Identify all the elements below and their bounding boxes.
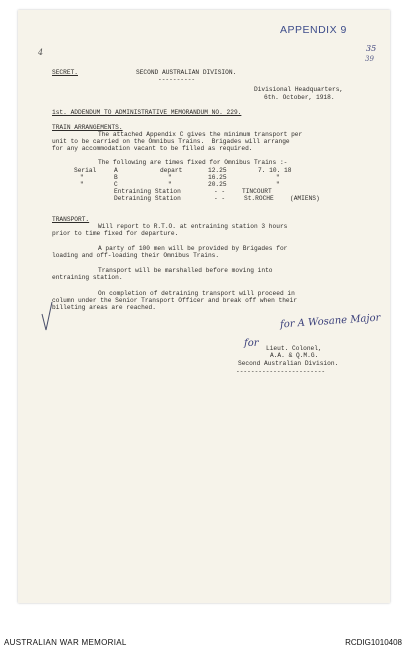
row-action: depart bbox=[160, 167, 183, 174]
schedule-row bbox=[18, 167, 390, 174]
classification: SECRET. bbox=[52, 69, 78, 76]
page-number-handwritten: 35 bbox=[366, 44, 377, 53]
entraining-row bbox=[18, 188, 390, 195]
row-date: " bbox=[276, 174, 280, 181]
times-intro: The following are times fixed for Omnibus Trains :- bbox=[98, 159, 288, 166]
detraining-note: (AMIENS) bbox=[290, 195, 320, 202]
detraining-row bbox=[18, 195, 390, 202]
unit-name: SECOND AUSTRALIAN DIVISION. bbox=[136, 69, 237, 76]
signatory-rank: Lieut. Colonel, bbox=[266, 345, 322, 352]
appendix-stamp: APPENDIX 9 bbox=[280, 24, 347, 36]
entraining-dash: - - bbox=[214, 188, 226, 195]
transport-p4-line3: billeting areas are reached. bbox=[52, 304, 156, 311]
row-serial: A bbox=[114, 167, 118, 174]
handwritten-initial: for bbox=[244, 338, 259, 349]
header-rule: ---------- bbox=[158, 76, 196, 83]
transport-p3-line1: Transport will be marshalled before moving into bbox=[98, 267, 273, 274]
transport-heading: TRANSPORT. bbox=[52, 216, 90, 223]
transport-p2-line2: loading and off-loading their Omnibus Trains. bbox=[52, 252, 220, 259]
footer-archive-name: AUSTRALIAN WAR MEMORIAL bbox=[4, 638, 127, 647]
left-margin-mark: 4 bbox=[38, 48, 44, 57]
page-number-sub: 39 bbox=[365, 55, 374, 63]
margin-check-mark bbox=[40, 300, 54, 334]
document-page bbox=[18, 10, 390, 603]
detraining-dash: - - bbox=[214, 195, 226, 202]
memo-title: 1st. ADDENDUM TO ADMINISTRATIVE MEMORANDUM NO. 229. bbox=[52, 109, 242, 116]
row-label: " bbox=[80, 181, 84, 188]
row-date: 7. 10. 18 bbox=[258, 167, 292, 174]
office: Divisional Headquarters, bbox=[254, 86, 344, 93]
handwritten-signature: for A Wosane Major bbox=[279, 312, 381, 331]
row-serial: C bbox=[114, 181, 118, 188]
signature-rule: ------------------------ bbox=[236, 368, 326, 375]
row-action: " bbox=[168, 181, 172, 188]
row-time: 16.25 bbox=[208, 174, 227, 181]
transport-p2-line1: A party of 100 men will be provided by Brigades for bbox=[98, 245, 288, 252]
transport-p1-line2: prior to time fixed for departure. bbox=[52, 230, 179, 237]
entraining-label: Entraining Station bbox=[114, 188, 181, 195]
signatory-appointment: A.A. & Q.M.G. bbox=[270, 352, 319, 359]
transport-p1-line1: Will report to R.T.O. at entraining station 3 hours bbox=[98, 223, 288, 230]
row-time: 20.25 bbox=[208, 181, 227, 188]
row-date: " bbox=[276, 181, 280, 188]
schedule-row bbox=[18, 181, 390, 188]
footer-reference-code: RCDIG1010408 bbox=[345, 638, 402, 647]
train-line-2: unit to be carried on the Omnibus Trains. Brigades will arrange bbox=[52, 138, 290, 145]
row-label: Serial bbox=[74, 167, 97, 174]
row-serial: B bbox=[114, 174, 118, 181]
train-arrangements-heading: TRAIN ARRANGEMENTS. bbox=[52, 124, 123, 131]
row-label: " bbox=[80, 174, 84, 181]
row-time: 12.25 bbox=[208, 167, 227, 174]
transport-p3-line2: entraining station. bbox=[52, 274, 123, 281]
entraining-value: TINCOURT bbox=[242, 188, 272, 195]
date: 6th. October, 1918. bbox=[264, 94, 335, 101]
train-line-1: The attached Appendix C gives the minimum transport per bbox=[98, 131, 303, 138]
transport-p4-line1: On completion of detraining transport will proceed in bbox=[98, 290, 295, 297]
detraining-value: St.ROCHE bbox=[244, 195, 274, 202]
transport-p4-line2: column under the Senior Transport Officer and break off when their bbox=[52, 297, 298, 304]
train-line-3: for any accommodation vacant to be filled as required. bbox=[52, 145, 253, 152]
detraining-label: Detraining Station bbox=[114, 195, 181, 202]
signatory-division: Second Australian Division. bbox=[238, 360, 339, 367]
row-action: " bbox=[168, 174, 172, 181]
schedule-row bbox=[18, 174, 390, 181]
